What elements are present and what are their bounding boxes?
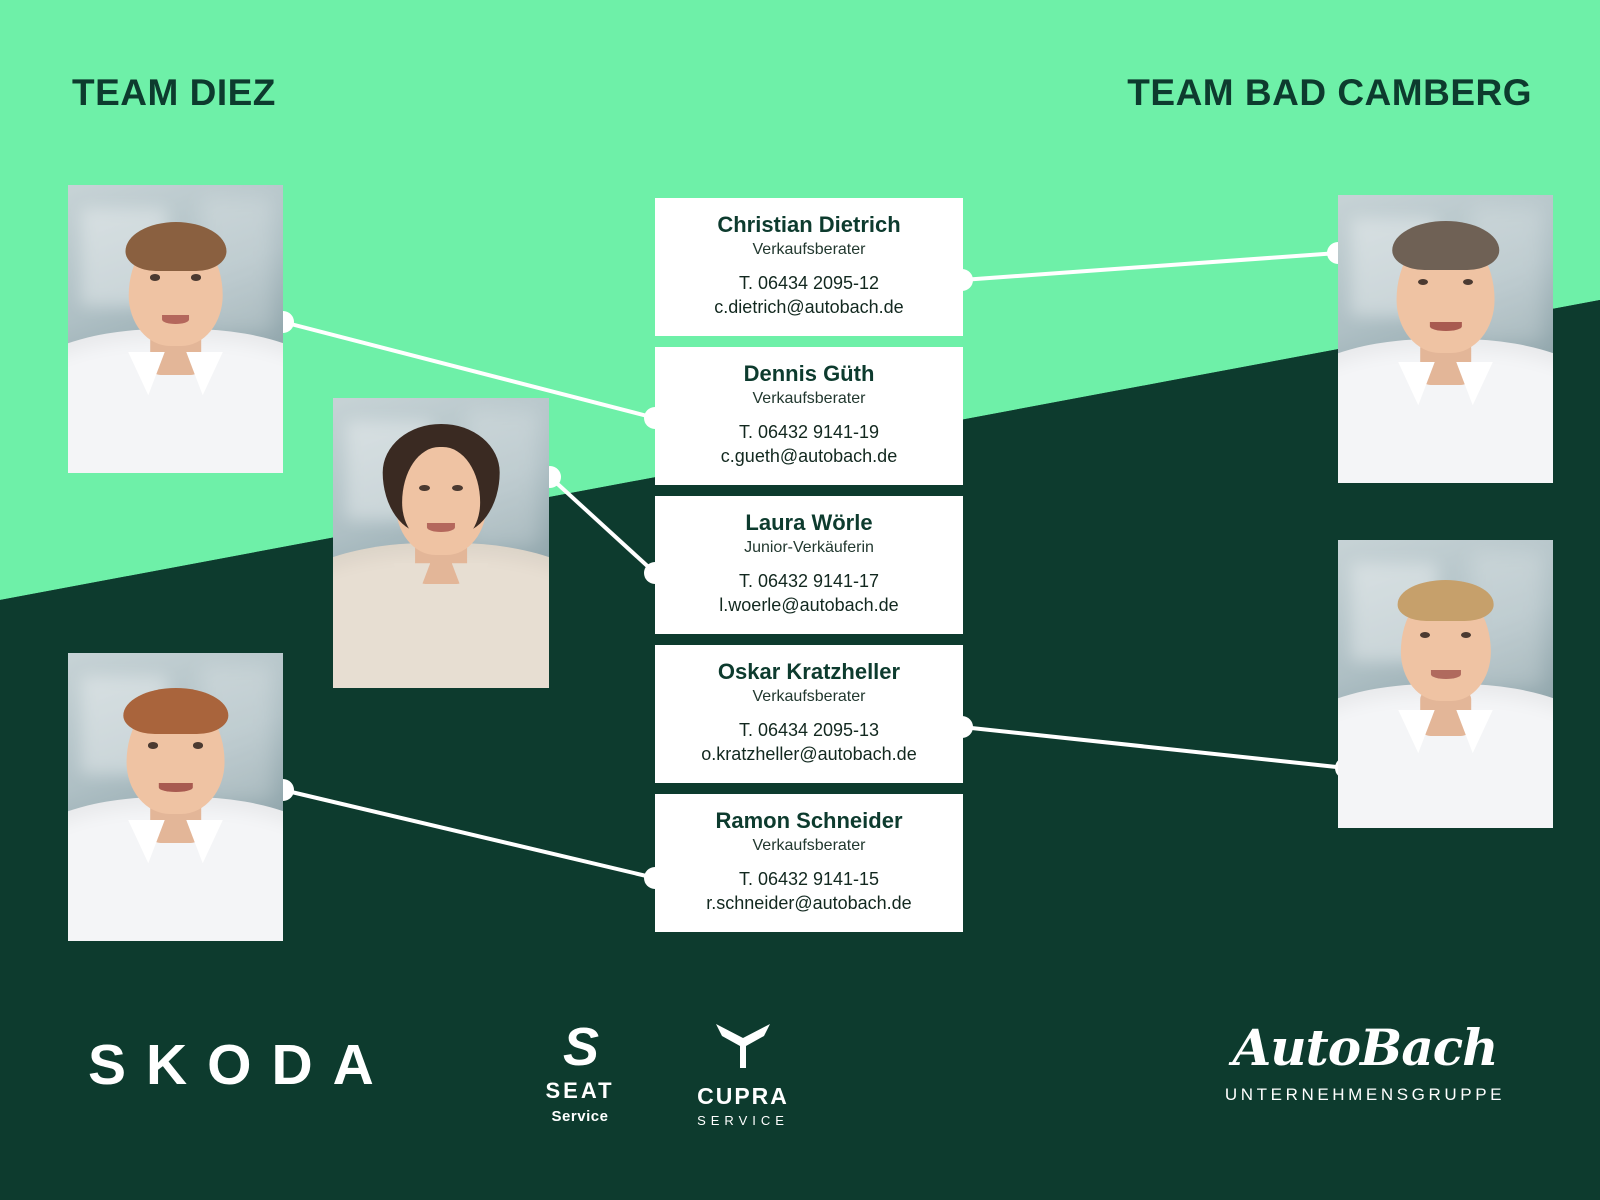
contact-role: Verkaufsberater xyxy=(752,688,866,705)
contact-phone[interactable]: T. 06432 9141-15 xyxy=(738,869,880,889)
contact-role: Verkaufsberater xyxy=(752,390,866,407)
contact-name: Laura Wörle xyxy=(745,510,873,535)
cupra-service-logo xyxy=(668,1020,818,1128)
contact-role: Verkaufsberater xyxy=(752,241,866,258)
skoda-logo: SKODA xyxy=(88,1033,394,1097)
contact-phone[interactable]: T. 06434 2095-12 xyxy=(738,273,880,293)
cupra-emblem-icon xyxy=(708,1020,778,1072)
contact-name: Ramon Schneider xyxy=(715,808,903,833)
seat-service-logo xyxy=(520,1017,640,1125)
team-title-right: TEAM BAD CAMBERG xyxy=(1127,72,1532,113)
contact-name: Dennis Güth xyxy=(743,361,875,386)
contact-email[interactable]: o.kratzheller@autobach.de xyxy=(701,744,917,765)
contact-card[interactable] xyxy=(655,347,963,485)
contact-phone[interactable]: T. 06434 2095-13 xyxy=(738,720,880,740)
contact-email[interactable]: l.woerle@autobach.de xyxy=(719,595,899,616)
contact-email[interactable]: r.schneider@autobach.de xyxy=(706,893,912,914)
contact-phone[interactable]: T. 06432 9141-19 xyxy=(738,422,880,442)
contact-card[interactable] xyxy=(655,794,963,932)
contact-role: Junior-Verkäuferin xyxy=(744,539,874,556)
contact-card[interactable] xyxy=(655,645,963,783)
team-title-left: TEAM DIEZ xyxy=(72,72,276,113)
photo-oskar-kratzheller xyxy=(1338,540,1553,828)
contact-card[interactable] xyxy=(655,198,963,336)
seat-service-label: Service xyxy=(551,1108,609,1125)
photo-laura-woerle xyxy=(333,398,549,688)
contact-name: Christian Dietrich xyxy=(717,212,901,237)
contact-card[interactable] xyxy=(655,496,963,634)
photo-ramon-schneider xyxy=(68,653,283,941)
seat-wordmark: SEAT xyxy=(545,1078,615,1103)
autobach-wordmark: AutoBach xyxy=(1232,1018,1498,1077)
autobach-subline: UNTERNEHMENSGRUPPE xyxy=(1224,1084,1506,1104)
photo-dennis-gueth xyxy=(68,185,283,473)
photo-christian-dietrich xyxy=(1338,195,1553,483)
contact-email[interactable]: c.dietrich@autobach.de xyxy=(714,297,904,318)
cupra-wordmark: CUPRA xyxy=(697,1083,789,1109)
contact-email[interactable]: c.gueth@autobach.de xyxy=(720,446,898,467)
seat-glyph-icon: S xyxy=(562,1017,598,1077)
autobach-logo xyxy=(1200,1018,1530,1105)
contact-phone[interactable]: T. 06432 9141-17 xyxy=(738,571,880,591)
cupra-service-label: SERVICE xyxy=(697,1113,789,1128)
contact-role: Verkaufsberater xyxy=(752,837,866,854)
contact-name: Oskar Kratzheller xyxy=(717,659,901,684)
